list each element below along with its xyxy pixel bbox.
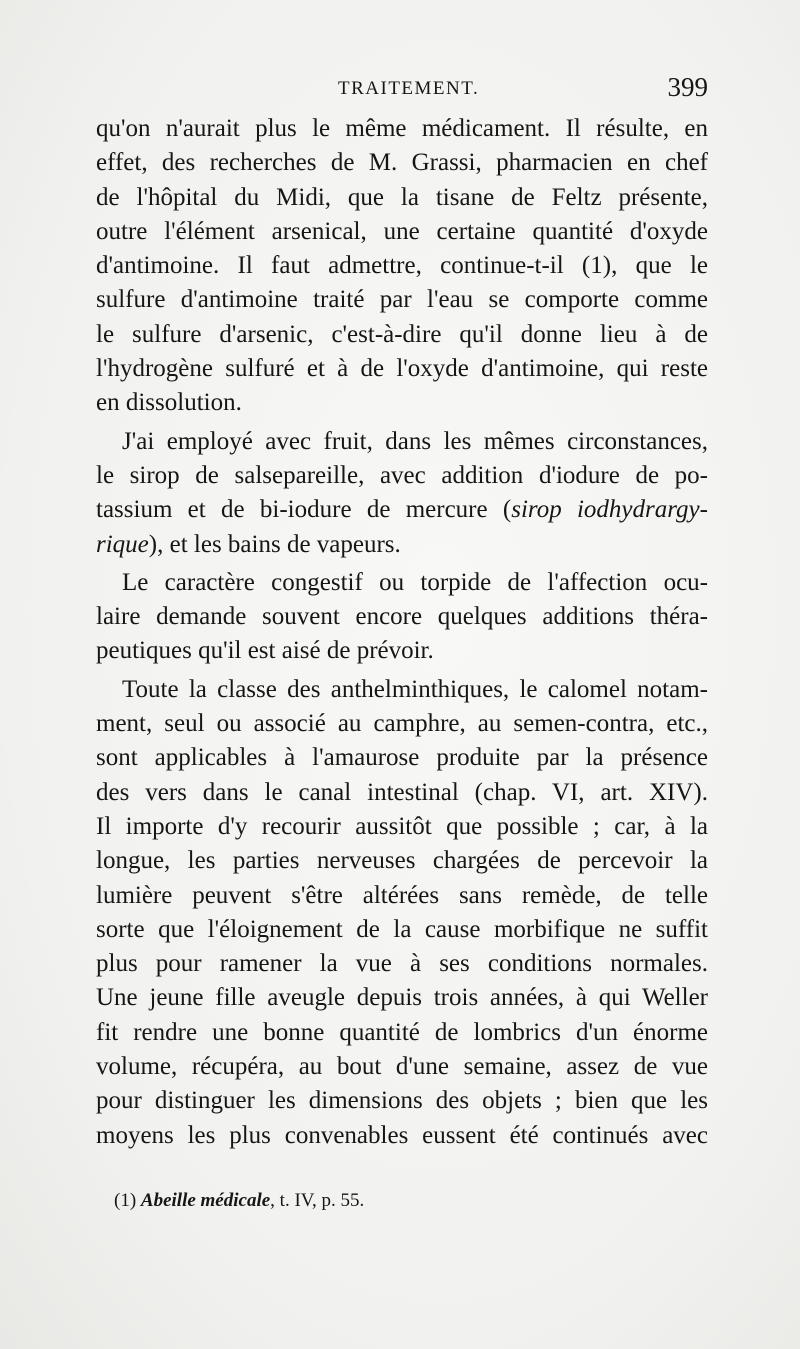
footnote-source-title: Abeille médicale xyxy=(140,1190,271,1211)
text-line: outre l'élément arsenical, une certaine quantité d'oxyde xyxy=(96,217,708,245)
italic-segment: sirop iodhydrargy- xyxy=(511,496,708,524)
text-line: Une jeune fille aveugle depuis trois années, à qui Weller xyxy=(96,984,708,1012)
text-line xyxy=(96,493,708,527)
text-line: le sulfure d'arsenic, c'est-à-dire qu'il donne lieu à de xyxy=(96,320,708,348)
text-line: plus pour ramener la vue à ses conditions normales. xyxy=(96,950,708,978)
text-line: Il importe d'y recourir aussitôt que possible ; car, à la xyxy=(96,812,708,840)
text-line: sont applicables à l'amaurose produite par la présence xyxy=(96,744,708,772)
text-line: peutiques qu'il est aisé de prévoir. xyxy=(96,637,434,665)
text-segment: tassium et de bi-iodure de mercure ( xyxy=(96,496,512,524)
text-line: ment, seul ou associé au camphre, au semen-contra, etc., xyxy=(96,710,708,738)
text-line: sorte que l'éloignement de la cause morbifique ne suffit xyxy=(96,915,708,943)
footnote xyxy=(114,1190,364,1212)
text-line: moyens les plus convenables eussent été continués avec xyxy=(96,1121,708,1149)
text-line: en dissolution. xyxy=(96,389,242,417)
text-line: pour distinguer les dimensions des objets ; bien que les xyxy=(96,1087,708,1115)
page-number: 399 xyxy=(667,72,708,102)
text-line: volume, récupéra, au bout d'une semaine, assez de vue xyxy=(96,1053,708,1081)
text-line: Toute la classe des anthelminthiques, le calomel notam- xyxy=(122,675,708,703)
text-line: sulfure d'antimoine traité par l'eau se comporte comme xyxy=(96,286,708,314)
text-line: de l'hôpital du Midi, que la tisane de Feltz présente, xyxy=(96,183,708,211)
text-line: le sirop de salsepareille, avec addition d'iodure de po- xyxy=(96,461,708,489)
text-line: qu'on n'aurait plus le même médicament. Il résulte, en xyxy=(96,115,708,142)
text-line: lumière peuvent s'être altérées sans remède, de telle xyxy=(96,881,708,909)
text-line: Le caractère congestif ou torpide de l'affection ocu- xyxy=(122,568,708,596)
italic-segment: rique xyxy=(96,530,149,558)
running-head: TRAITEMENT. xyxy=(338,78,480,99)
text-line: l'hydrogène sulfuré et à de l'oxyde d'antimoine, qui reste xyxy=(96,355,708,383)
text-line: J'ai employé avec fruit, dans les mêmes circonstances, xyxy=(122,427,708,455)
text-line xyxy=(96,528,708,562)
text-segment: ), et les bains de vapeurs. xyxy=(148,530,401,558)
footnote-marker: (1) xyxy=(114,1190,137,1211)
footnote-reference: , t. IV, p. 55. xyxy=(270,1190,365,1211)
text-line: laire demande souvent encore quelques additions théra- xyxy=(96,603,708,631)
text-line: d'antimoine. Il faut admettre, continue-t-il (1), que le xyxy=(96,252,708,280)
text-line: des vers dans le canal intestinal (chap. VI, art. XIV). xyxy=(96,778,708,806)
body-text xyxy=(96,112,708,1153)
page-header xyxy=(96,72,708,106)
text-line: effet, des recherches de M. Grassi, pharmacien en chef xyxy=(96,149,708,177)
text-line: fit rendre une bonne quantité de lombrics d'un énorme xyxy=(96,1018,708,1046)
text-line: longue, les parties nerveuses chargées de percevoir la xyxy=(96,847,708,875)
